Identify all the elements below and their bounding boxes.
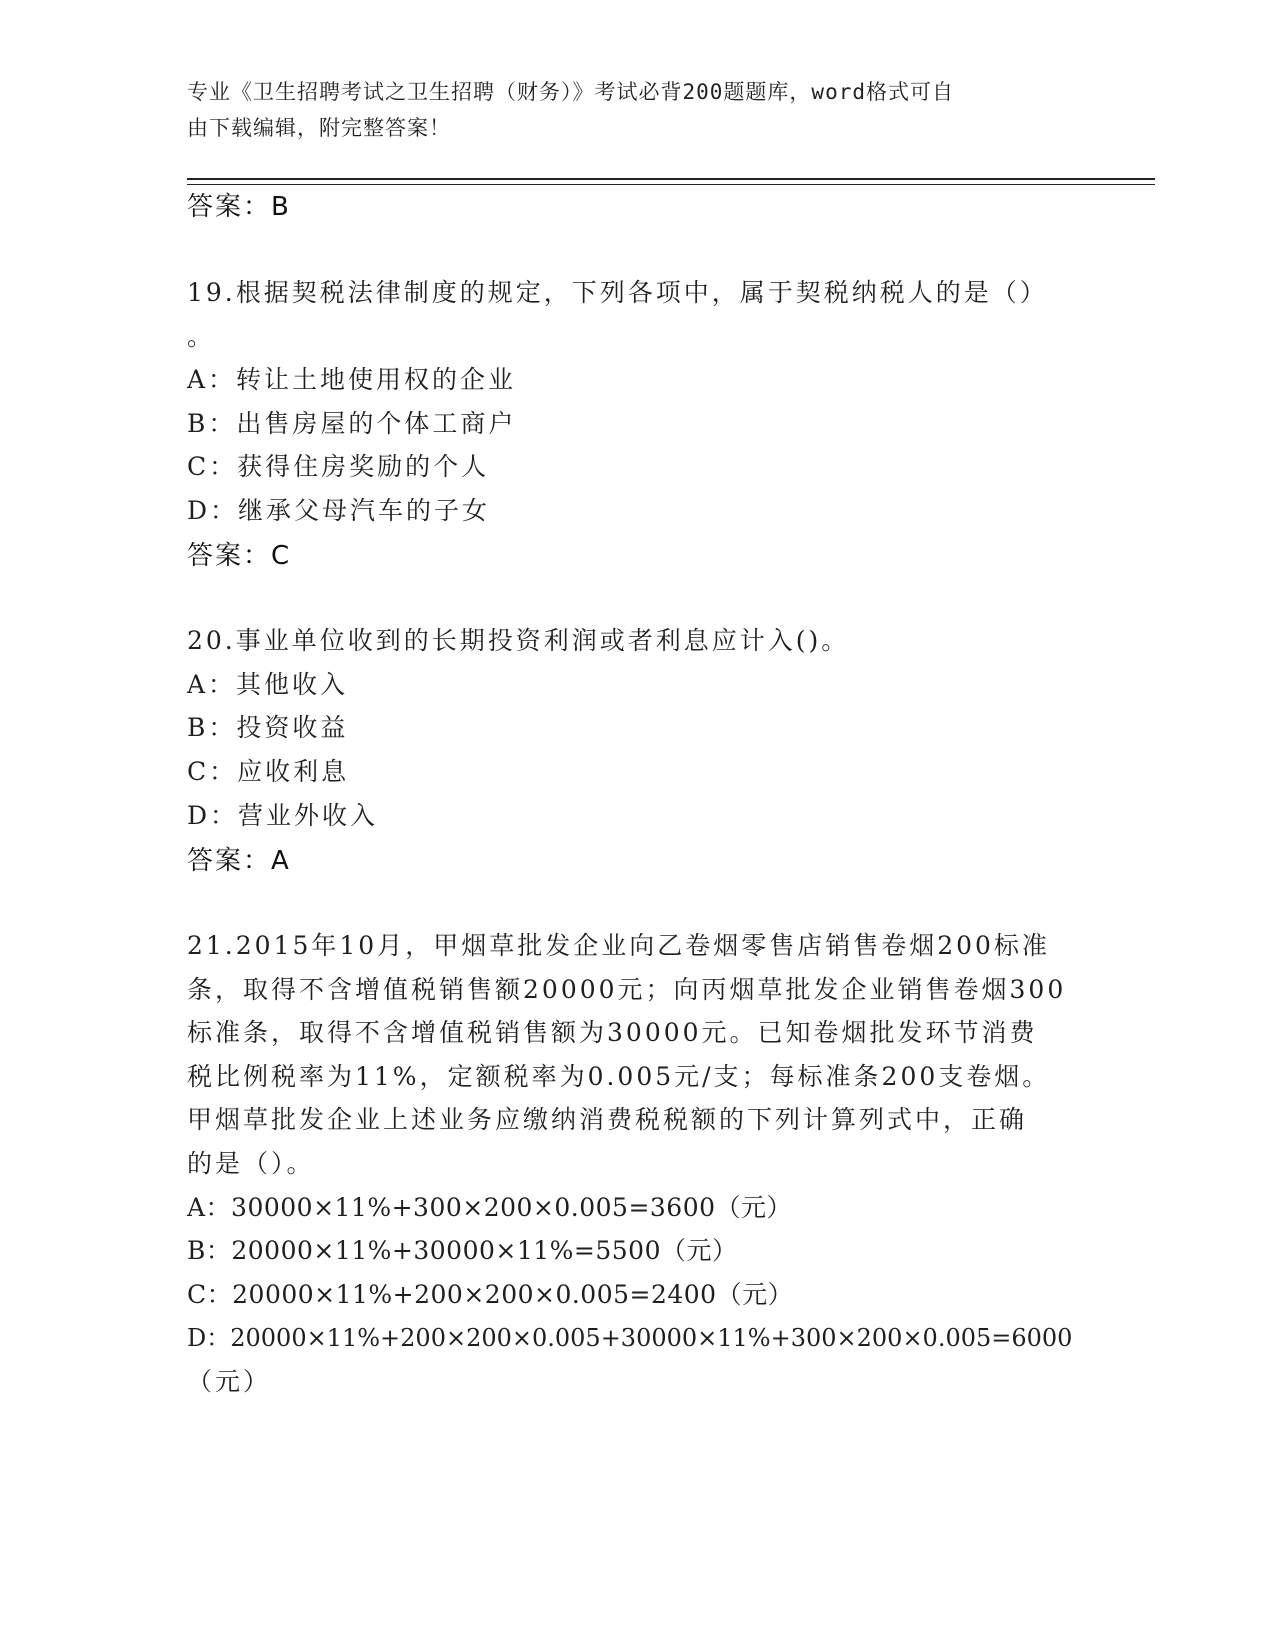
question-21-option-d-continued: （元）	[187, 1367, 272, 1396]
header-divider-thin	[187, 184, 1155, 185]
question-21-option-c: C：20000×11%+200×200×0.005=2400（元）	[187, 1280, 794, 1309]
question-20-option-b: B：投资收益	[187, 713, 349, 742]
question-21-stem-line-3: 标准条，取得不含增值税销售额为30000元。已知卷烟批发环节消费	[187, 1018, 1038, 1047]
question-21-stem-line-4: 税比例税率为11%，定额税率为0.005元/支；每标准条200支卷烟。	[187, 1062, 1051, 1091]
question-21-stem-line-1: 21.2015年10月，甲烟草批发企业向乙卷烟零售店销售卷烟200标准	[187, 931, 1050, 960]
question-21-option-a: A：30000×11%+300×200×0.005=3600（元）	[187, 1193, 793, 1222]
question-19-answer: 答案：C	[187, 541, 292, 571]
document-header	[187, 74, 1067, 146]
previous-answer: 答案：B	[187, 192, 291, 222]
question-19-option-a: A：转让土地使用权的企业	[187, 365, 517, 394]
question-21-stem-line-5: 甲烟草批发企业上述业务应缴纳消费税税额的下列计算列式中，正确	[187, 1105, 1028, 1134]
header-line-1: 专业《卫生招聘考试之卫生招聘（财务）》考试必背200题题库，word格式可自	[187, 80, 954, 104]
question-21-stem-line-6: 的是（）。	[187, 1149, 315, 1178]
question-19-option-b: B：出售房屋的个体工商户	[187, 409, 517, 438]
question-19-option-c: C：获得住房奖励的个人	[187, 452, 490, 481]
question-19-stem-line-1: 19.根据契税法律制度的规定，下列各项中，属于契税纳税人的是（）	[187, 278, 1048, 307]
question-20-option-a: A：其他收入	[187, 670, 349, 699]
question-20-stem: 20.事业单位收到的长期投资利润或者利息应计入()。	[187, 626, 850, 655]
question-21-option-b: B：20000×11%+30000×11%=5500（元）	[187, 1236, 738, 1265]
question-19-stem-line-2: 。	[187, 322, 216, 351]
question-20-answer: 答案：A	[187, 846, 291, 876]
header-divider-thick	[187, 178, 1155, 180]
question-21-option-d: D：20000×11%+200×200×0.005+30000×11%+300×200×0.005=6000	[187, 1324, 1073, 1352]
header-line-2: 由下载编辑，附完整答案！	[187, 116, 451, 140]
question-21-stem-line-2: 条，取得不含增值税销售额20000元；向丙烟草批发企业销售卷烟300	[187, 975, 1067, 1004]
question-20-option-d: D：营业外收入	[187, 801, 379, 830]
question-19-option-d: D：继承父母汽车的子女	[187, 496, 491, 525]
question-20-option-c: C：应收利息	[187, 757, 350, 786]
